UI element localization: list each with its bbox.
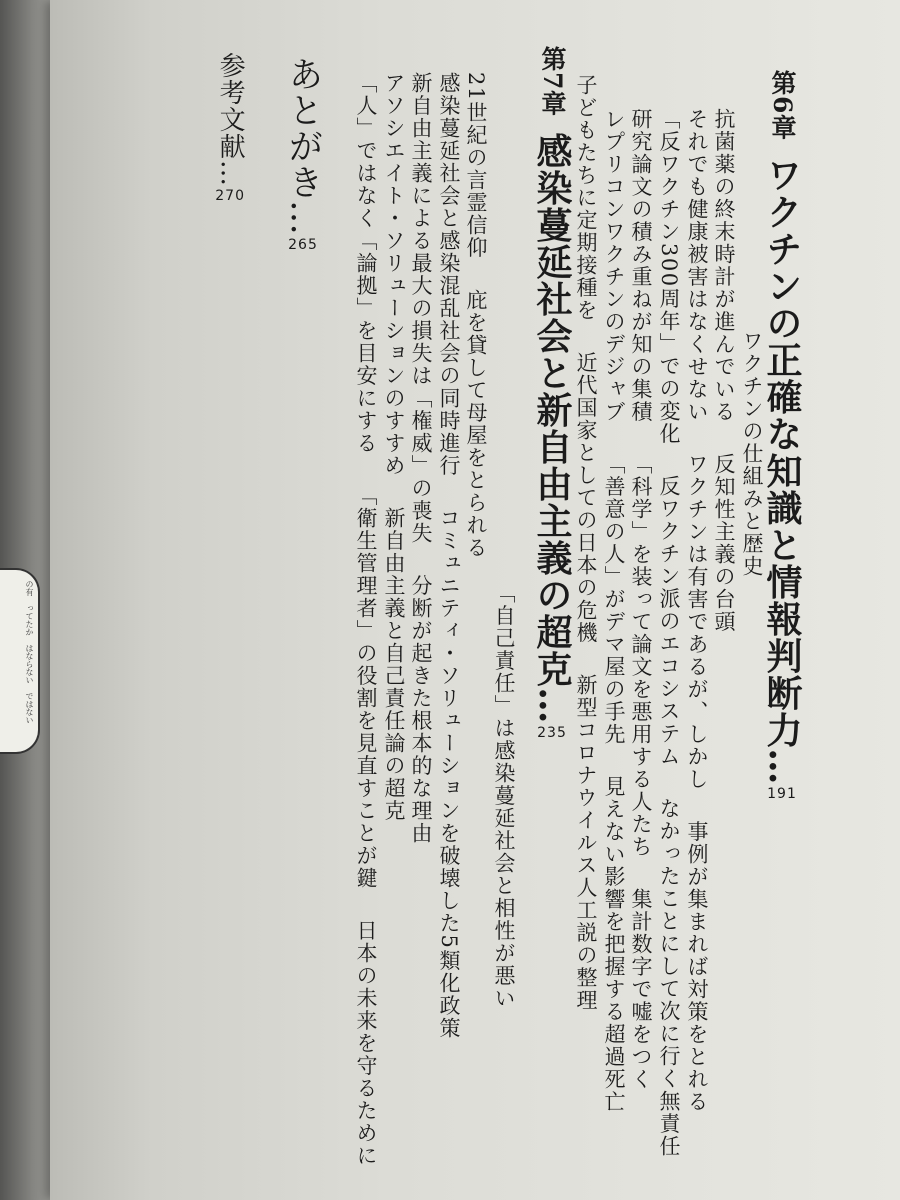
chapter6-line-3 — [686, 108, 707, 1113]
chapter7-line-6 — [355, 72, 376, 1167]
toc-item: ワクチンの仕組みと歴史 — [740, 330, 764, 578]
toc-item: ワクチンは有害であるが、しかし — [685, 453, 709, 791]
toc-item: レプリコンワクチンのデジャブ — [602, 108, 626, 423]
afterword-page: 265 — [288, 237, 318, 253]
toc-item: 「人」ではなく「論拠」を目安にする — [354, 72, 378, 455]
references-title: 参考文献… — [215, 52, 246, 187]
toc-item: 「科学」を装って論文を悪用する人たち — [629, 453, 653, 858]
chapter6-line-2 — [713, 108, 734, 633]
toc-item: 「自己責任」は感染蔓延社会と相性が悪い — [492, 582, 516, 1010]
toc-item: 庇を貸して母屋をとられる — [464, 289, 488, 560]
toc-item: 21世紀の言霊信仰 — [464, 72, 488, 260]
toc-item: 近代国家としての日本の危機 — [574, 351, 598, 644]
chapter7-line-3 — [438, 72, 459, 1039]
chapter7-line-5 — [383, 72, 404, 822]
toc-item: それでも健康被害はなくせない — [685, 108, 709, 423]
toc-item: 新型コロナウイルス人工説の整理 — [574, 674, 598, 1012]
toc-item: 「衛生管理者」の役割を見直すことが鍵 — [354, 484, 378, 890]
speech-bubble-text: の有 ってたか はならない ではない — [25, 580, 34, 724]
toc-item: 見えない影響を把握する超過死亡 — [602, 775, 626, 1113]
toc-item: 分断が起きた根本的な理由 — [409, 574, 433, 845]
toc-item: 集計数字で嘘をつく — [629, 888, 653, 1091]
toc-item: 日本の未来を守るために — [354, 919, 378, 1167]
chapter6-line-5 — [630, 108, 651, 1091]
toc-item: 反ワクチン派のエコシステム — [657, 475, 681, 768]
chapter6-line-4 — [658, 108, 679, 1158]
chapter6-line-7 — [575, 74, 596, 1012]
chapter6-title: ワクチンの正確な知識と情報判断力… — [761, 156, 803, 786]
chapter6-number: 第6章 — [768, 70, 797, 141]
toc-item: 反知性主義の台頭 — [712, 453, 736, 633]
chapter7-line-2 — [465, 72, 486, 559]
toc-item: 研究論文の積み重ねが知の集積 — [629, 108, 653, 423]
chapter7-line-1 — [493, 582, 514, 1010]
toc-item: 抗菌薬の終末時計が進んでいる — [712, 108, 736, 423]
references-page: 270 — [215, 188, 245, 204]
chapter6-heading — [761, 70, 803, 803]
chapter7-title: 感染蔓延社会と新自由主義の超克… — [531, 132, 573, 725]
chapter7-number: 第7章 — [538, 46, 567, 117]
toc-item: アソシエイト・ソリューションのすすめ — [382, 72, 406, 477]
toc-item: コミュニティ・ソリューションを破壊した5類化政策 — [437, 507, 461, 1040]
toc-item: 新自由主義による最大の損失は「権威」の喪失 — [409, 72, 433, 545]
toc-item: 新自由主義と自己責任論の超克 — [382, 507, 406, 822]
chapter7-page: 235 — [537, 725, 567, 742]
toc-item: なかったことにして次に行く無責任 — [657, 797, 681, 1158]
afterword-title: あとがき… — [283, 56, 323, 236]
toc-item: 「善意の人」がデマ屋の手先 — [602, 453, 626, 746]
chapter6-line-1 — [741, 330, 762, 578]
toc-item: 事例が集まれば対策をとれる — [685, 820, 709, 1113]
toc-item: 「反ワクチン300周年」での変化 — [657, 108, 681, 446]
chapter6-page: 191 — [767, 786, 797, 803]
chapter7-line-4 — [410, 72, 431, 845]
toc-item: 子どもたちに定期接種を — [574, 74, 598, 322]
references-heading — [215, 52, 245, 203]
chapter7-heading — [531, 46, 573, 742]
afterword-heading — [283, 56, 323, 253]
chapter6-line-6 — [603, 108, 624, 1113]
toc-item: 感染蔓延社会と感染混乱社会の同時進行 — [437, 72, 461, 477]
